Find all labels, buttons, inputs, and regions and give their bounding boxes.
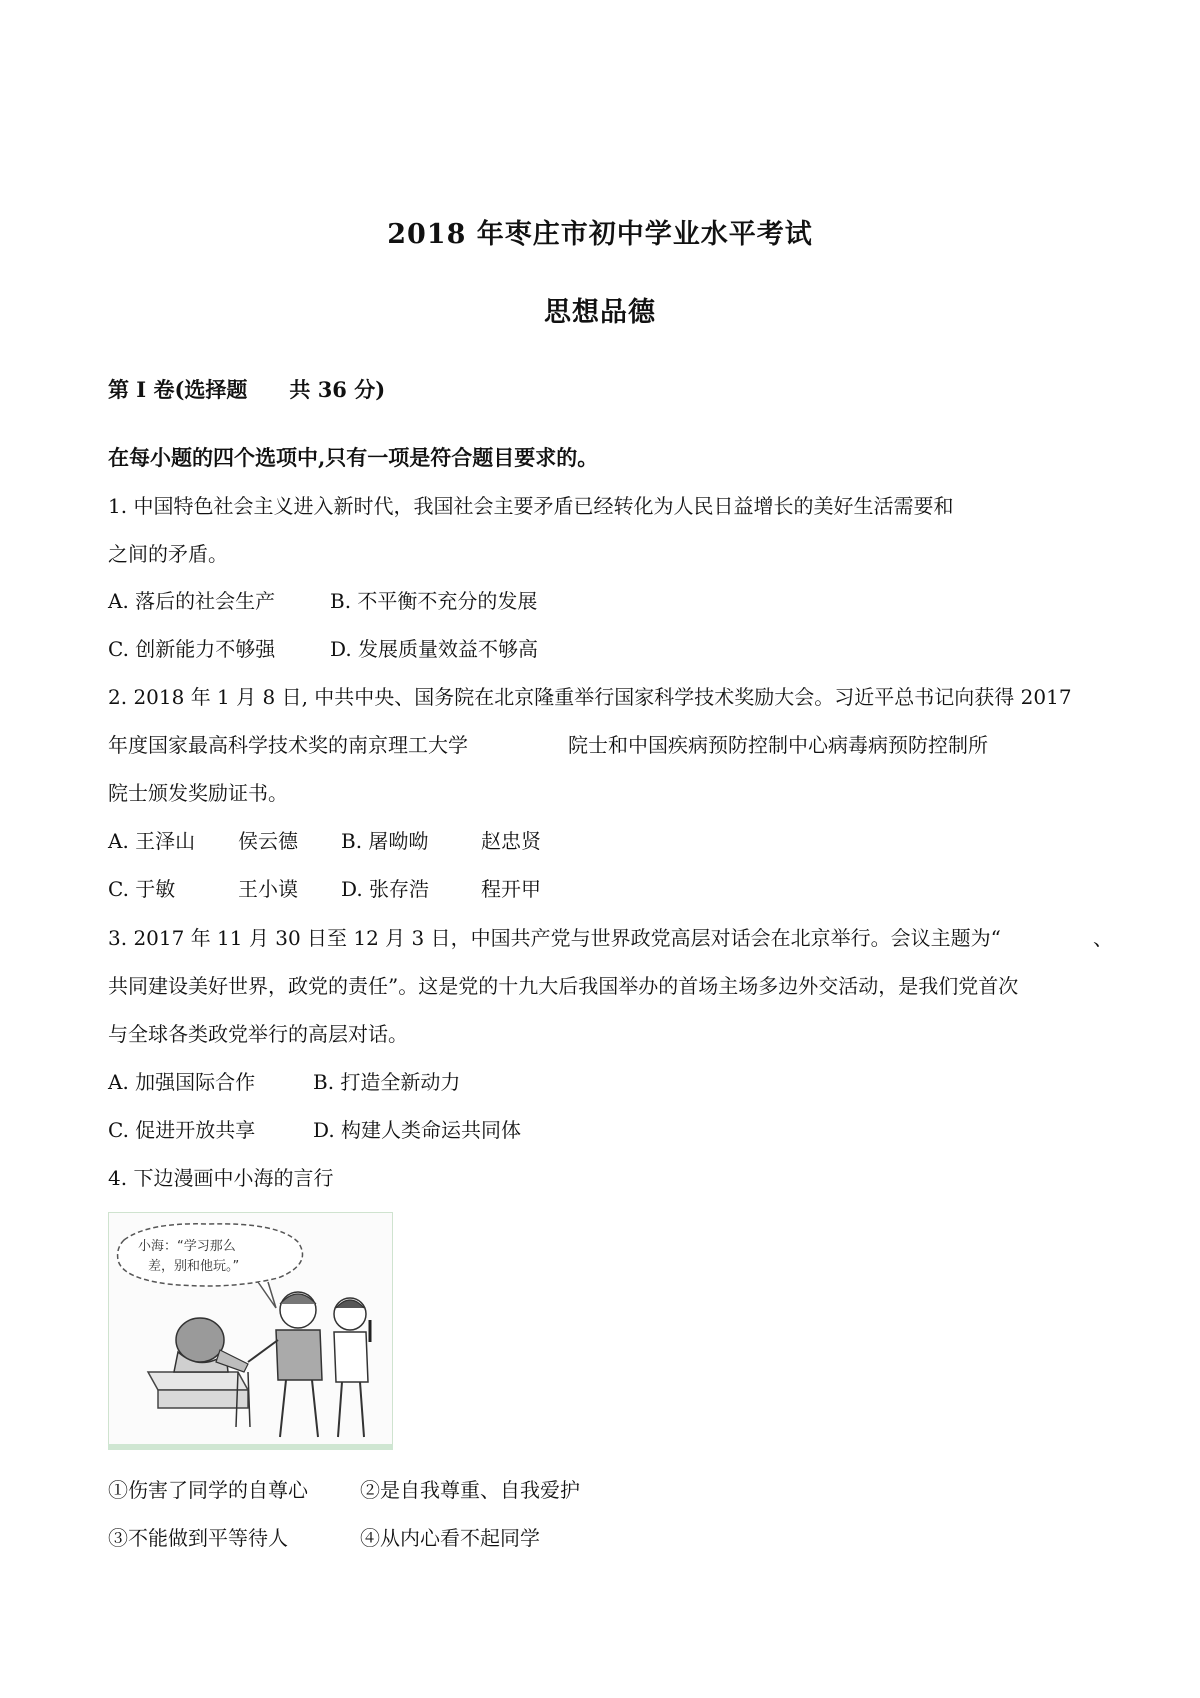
q1-option-d: D. 发展质量效益不够高 — [330, 637, 539, 661]
q4-option-4: ④从内心看不起同学 — [360, 1526, 540, 1550]
q3-option-c: C. 促进开放共享 — [108, 1118, 256, 1142]
q4-options-row-1 — [108, 1474, 580, 1503]
q2-option-a: A. 王泽山 — [108, 829, 196, 853]
q2-option-a-second: 侯云德 — [238, 829, 298, 853]
q3-options-row-2 — [108, 1114, 522, 1143]
q4-stem: 4. 下边漫画中小海的言行 — [108, 1166, 334, 1190]
q4-option-3: ③不能做到平等待人 — [108, 1526, 288, 1550]
q1-option-a: A. 落后的社会生产 — [108, 589, 276, 613]
q2-option-d: D. 张存浩 — [341, 877, 430, 901]
q3-stem-line-3: 与全球各类政党举行的高层对话。 — [108, 1022, 408, 1046]
q2-option-d-second: 程开甲 — [481, 877, 541, 901]
q3-option-d: D. 构建人类命运共同体 — [313, 1118, 522, 1142]
q2-stem-line-3: 院士颁发奖励证书。 — [108, 781, 288, 805]
q1-option-c: C. 创新能力不够强 — [108, 637, 276, 661]
exam-title: 2018 年枣庄市初中学业水平考试 — [387, 219, 813, 250]
q2-options-row-1 — [108, 825, 541, 854]
q2-option-b-second: 赵忠贤 — [481, 829, 541, 853]
cartoon-illustration — [108, 1212, 393, 1450]
q3-stem-line-1 — [108, 922, 1113, 951]
q2-option-c: C. 于敏 — [108, 877, 176, 901]
section-heading: 第 I 卷(选择题 共 36 分) — [108, 377, 386, 402]
q2-stem-part-b: 院士和中国疾病预防控制中心病毒病预防控制所 — [568, 733, 988, 757]
q2-stem-part-a: 年度国家最高科学技术奖的南京理工大学 — [108, 733, 468, 757]
q1-options-row-1 — [108, 585, 538, 614]
q1-stem-line-2: 之间的矛盾。 — [108, 542, 228, 566]
q3-option-a: A. 加强国际合作 — [108, 1070, 256, 1094]
q4-option-1: ①伤害了同学的自尊心 — [108, 1478, 308, 1502]
q3-option-b: B. 打造全新动力 — [313, 1070, 461, 1094]
q2-option-c-second: 王小谟 — [238, 877, 298, 901]
q2-option-b: B. 屠呦呦 — [341, 829, 429, 853]
q1-option-b: B. 不平衡不充分的发展 — [330, 589, 538, 613]
q3-stem-part-a: 3. 2017 年 11 月 30 日至 12 月 3 日，中国共产党与世界政党高层对话会在北京举行。会议主题为“ — [108, 926, 1001, 950]
q3-options-row-1 — [108, 1066, 461, 1095]
q3-stem-line-2: 共同建设美好世界，政党的责任”。这是党的十九大后我国举办的首场主场多边外交活动，是我们党首次 — [108, 974, 1019, 998]
q2-stem-line-2 — [108, 729, 988, 758]
q1-options-row-2 — [108, 633, 539, 662]
q2-stem-line-1: 2. 2018 年 1 月 8 日, 中共中央、国务院在北京隆重举行国家科学技术奖励大会。习近平总书记向获得 2017 — [108, 685, 1072, 709]
subject-title: 思想品德 — [544, 297, 656, 328]
q4-options-row-2 — [108, 1522, 540, 1551]
q4-option-2: ②是自我尊重、自我爱护 — [360, 1478, 580, 1502]
speech-line-1: 小海：“学习那么 — [138, 1239, 236, 1254]
instruction: 在每小题的四个选项中,只有一项是符合题目要求的。 — [108, 445, 599, 470]
q1-stem-line-1: 1. 中国特色社会主义进入新时代，我国社会主要矛盾已经转化为人民日益增长的美好生活需要和 — [108, 494, 954, 518]
q2-options-row-2 — [108, 873, 541, 902]
q3-stem-part-b: 、 — [1093, 926, 1113, 950]
speech-line-2: 差，别和他玩。” — [148, 1259, 240, 1274]
